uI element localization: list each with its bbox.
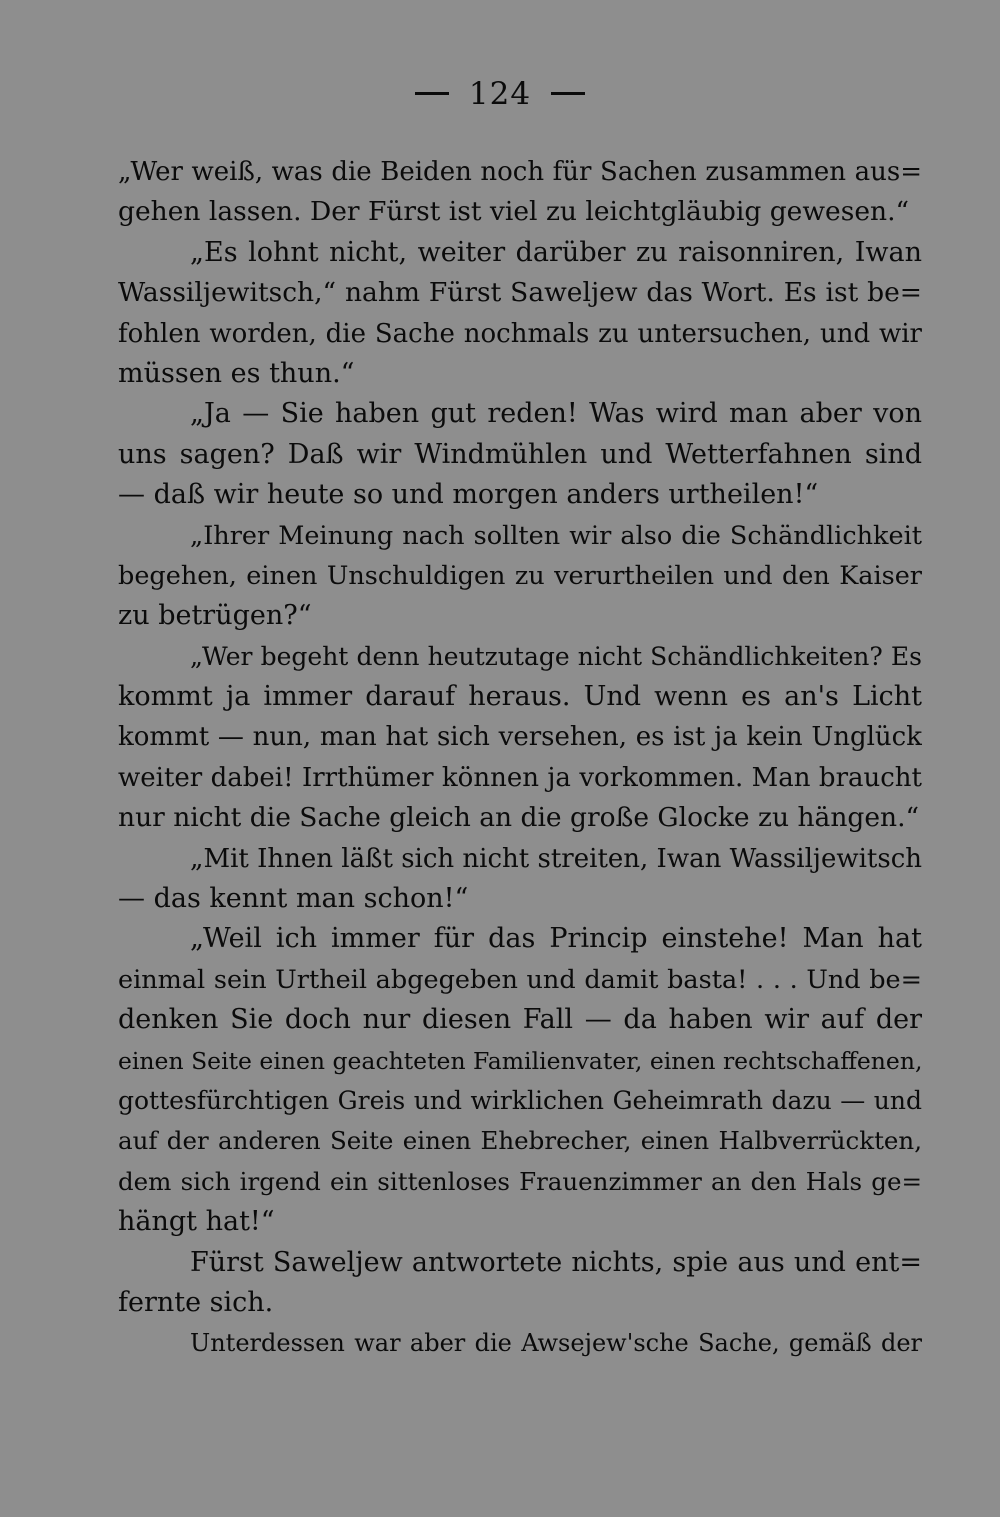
body-text [118,152,922,1364]
text-line: „Wer begeht denn heutzutage nicht Schändlichkeiten? Es [190,641,922,671]
text-line: Wassiljewitsch,“ nahm Fürst Saweljew das Wort. Es ist be= [118,277,922,309]
text-line: gehen lassen. Der Fürst ist viel zu leichtgläubig gewesen.“ [118,196,910,228]
text-line: uns sagen? Daß wir Windmühlen und Wetterfahnen sind [118,438,922,470]
text-line: müssen es thun.“ [118,357,355,389]
text-line: Fürst Saweljew antwortete nichts, spie aus und ent= [190,1246,922,1278]
text-line: denken Sie doch nur diesen Fall — da haben wir auf der [118,1004,922,1036]
text-line: nur nicht die Sache gleich an die große Glocke zu hängen.“ [118,802,920,834]
text-line: einmal sein Urtheil abgegeben und damit basta! . . . Und be= [118,964,922,995]
page-number: 124 [468,76,532,112]
text-line: „Weil ich immer für das Princip einstehe! Man hat [190,923,922,955]
text-line: fernte sich. [118,1286,274,1318]
text-line: — das kennt man schon!“ [118,883,469,915]
text-line: „Ihrer Meinung nach sollten wir also die Schändlichkeit [190,520,922,551]
page-header [0,72,1000,116]
text-line: „Mit Ihnen läßt sich nicht streiten, Iwan Wassiljewitsch [190,843,922,874]
text-line: zu betrügen?“ [118,600,312,632]
text-line: hängt hat!“ [118,1206,275,1238]
text-line: begehen, einen Unschuldigen zu verurtheilen und den Kaiser [118,560,922,591]
text-line: dem sich irgend ein sittenloses Frauenzimmer an den Hals ge= [118,1166,922,1196]
text-line: einen Seite einen geachteten Familienvater, einen rechtschaffenen, [118,1046,922,1075]
text-line: kommt ja immer darauf heraus. Und wenn es an's Licht [118,681,922,713]
text-line: auf der anderen Seite einen Ehebrecher, einen Halbverrückten, [118,1126,922,1156]
text-line: weiter dabei! Irrthümer können ja vorkommen. Man braucht [118,762,922,793]
text-line: „Wer weiß, was die Beiden noch für Sachen zusammen aus= [118,157,922,187]
header-dash-left [415,92,449,95]
text-line: — daß wir heute so und morgen anders urtheilen!“ [118,479,819,511]
text-line: „Ja — Sie haben gut reden! Was wird man aber von [190,398,922,430]
text-line: fohlen worden, die Sache nochmals zu untersuchen, und wir [118,318,922,349]
text-line: kommt — nun, man hat sich versehen, es ist ja kein Unglück [118,722,922,753]
text-line: „Es lohnt nicht, weiter darüber zu raisonniren, Iwan [190,236,922,268]
text-line: gottesfürchtigen Greis und wirklichen Geheimrath dazu — und [118,1085,922,1115]
text-line: Unterdessen war aber die Awsejew'sche Sache, gemäß der [190,1329,922,1358]
header-dash-right [551,92,585,95]
